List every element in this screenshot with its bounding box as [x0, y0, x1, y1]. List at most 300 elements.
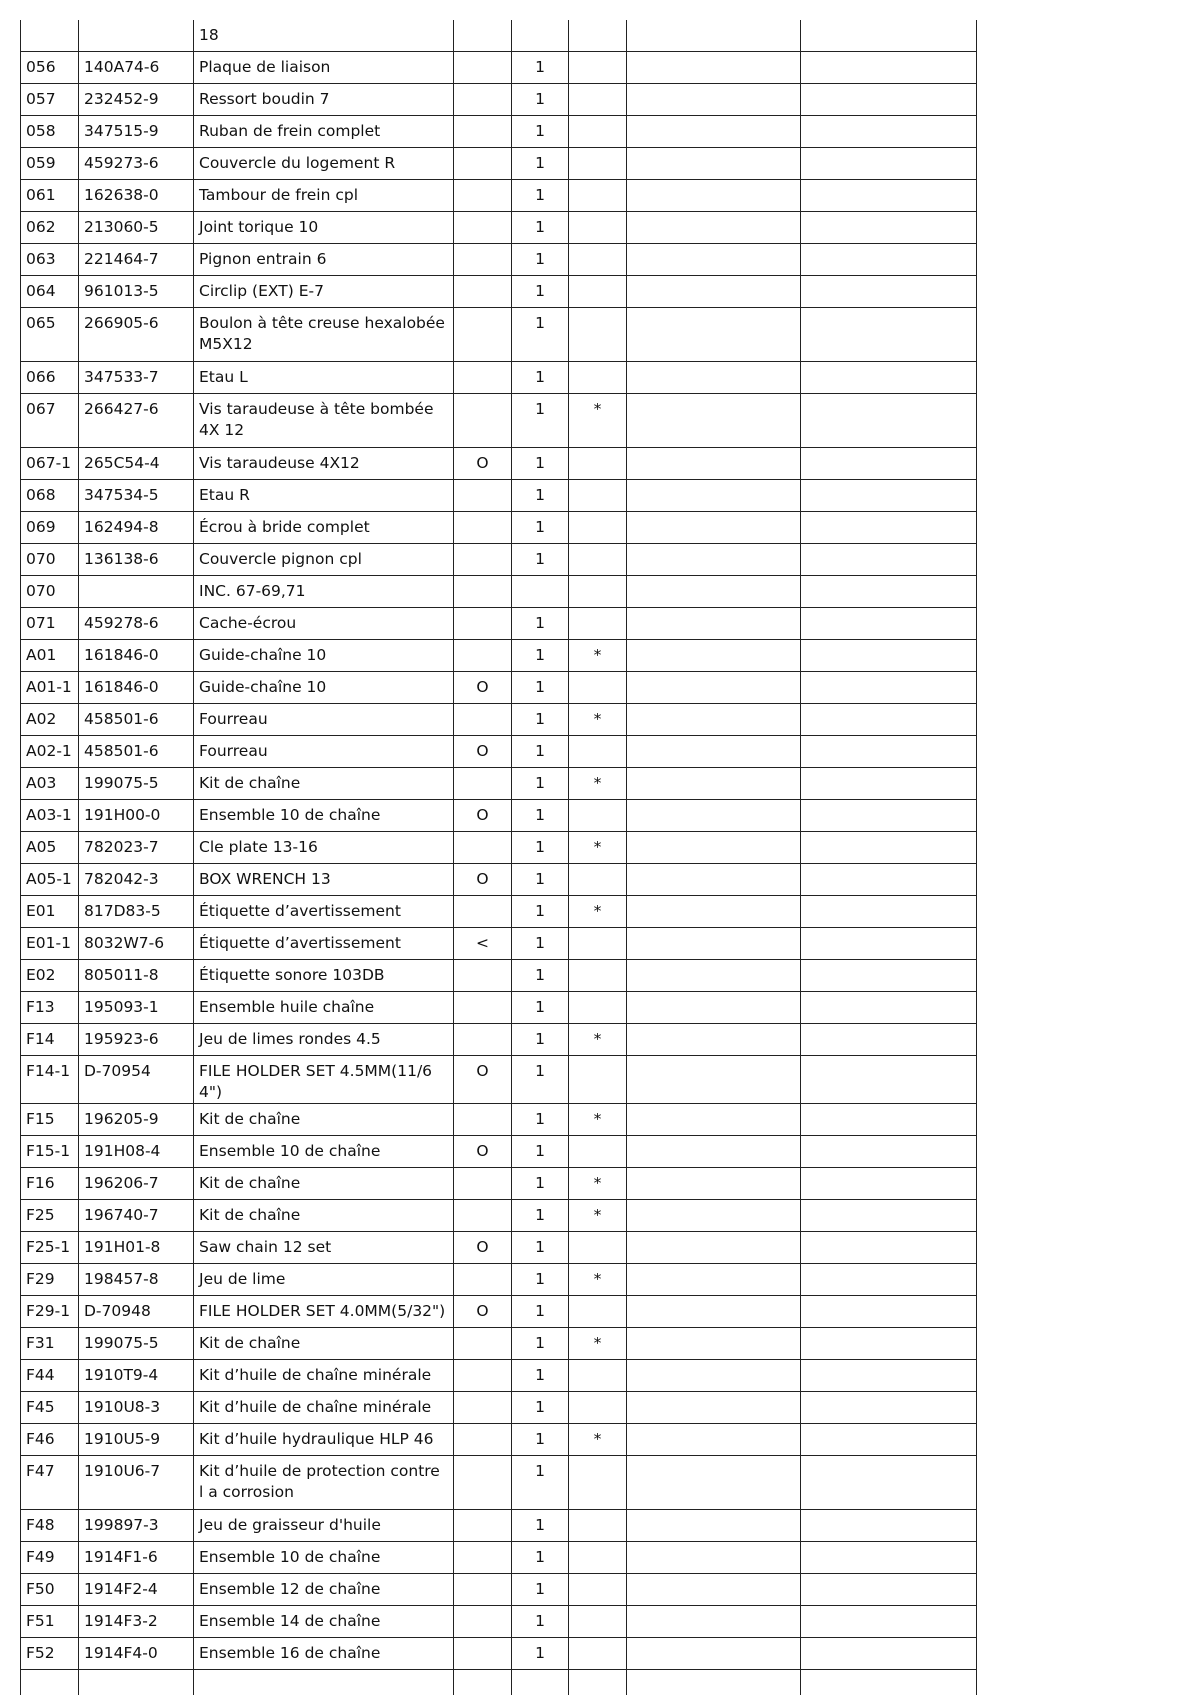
option-cell [454, 768, 512, 800]
part-number-cell: 347533-7 [79, 362, 194, 394]
item-number-cell: F15-1 [21, 1136, 79, 1168]
option-cell [454, 308, 512, 362]
description-cell: Étiquette d’avertissement [194, 928, 454, 960]
option-cell [454, 394, 512, 448]
table-row [21, 1056, 977, 1104]
quantity-cell: 1 [512, 1638, 569, 1670]
table-row [21, 1024, 977, 1056]
table-row [21, 928, 977, 960]
part-number-cell: 161846-0 [79, 672, 194, 704]
remarks-cell [627, 768, 801, 800]
description-cell: FILE HOLDER SET 4.0MM(5/32") [194, 1296, 454, 1328]
option-cell [454, 1542, 512, 1574]
note-mark-cell [569, 1136, 627, 1168]
description-cell: Etau L [194, 362, 454, 394]
description-cell: Kit d’huile de chaîne minérale [194, 1392, 454, 1424]
quantity-cell: 1 [512, 1424, 569, 1456]
remarks-cell [627, 148, 801, 180]
description-cell: Kit de chaîne [194, 1104, 454, 1136]
part-number-cell: 1914F1-6 [79, 1542, 194, 1574]
option-cell [454, 148, 512, 180]
option-cell [454, 704, 512, 736]
remarks-extra-cell [801, 1104, 977, 1136]
part-number-cell: 199075-5 [79, 768, 194, 800]
part-number-cell: 161846-0 [79, 640, 194, 672]
part-number-cell: 961013-5 [79, 276, 194, 308]
item-number-cell: 071 [21, 608, 79, 640]
quantity-cell: 1 [512, 1392, 569, 1424]
quantity-cell: 1 [512, 736, 569, 768]
remarks-extra-cell [801, 362, 977, 394]
remarks-cell [627, 576, 801, 608]
quantity-cell: 1 [512, 1360, 569, 1392]
remarks-extra-cell [801, 512, 977, 544]
remarks-cell [627, 448, 801, 480]
quantity-cell: 1 [512, 394, 569, 448]
option-cell [454, 1360, 512, 1392]
part-number-cell [79, 20, 194, 52]
item-number-cell: A02 [21, 704, 79, 736]
description-cell [194, 1670, 454, 1695]
description-cell: Étiquette d’avertissement [194, 896, 454, 928]
quantity-cell: 1 [512, 672, 569, 704]
note-mark-cell: * [569, 1328, 627, 1360]
option-cell [454, 180, 512, 212]
table-row [21, 1232, 977, 1264]
quantity-cell: 1 [512, 1264, 569, 1296]
remarks-cell [627, 1670, 801, 1695]
quantity-cell: 1 [512, 640, 569, 672]
remarks-extra-cell [801, 800, 977, 832]
remarks-cell [627, 1542, 801, 1574]
remarks-cell [627, 480, 801, 512]
note-mark-cell [569, 84, 627, 116]
part-number-cell: 1910U6-7 [79, 1456, 194, 1510]
item-number-cell: 070 [21, 544, 79, 576]
table-row [21, 1542, 977, 1574]
remarks-cell [627, 362, 801, 394]
description-cell: Boulon à tête creuse hexalobée M5X12 [194, 308, 454, 362]
table-row [21, 84, 977, 116]
table-row [21, 608, 977, 640]
remarks-extra-cell [801, 1574, 977, 1606]
part-number-cell: 347534-5 [79, 480, 194, 512]
description-cell: Écrou à bride complet [194, 512, 454, 544]
remarks-extra-cell [801, 84, 977, 116]
remarks-cell [627, 800, 801, 832]
description-cell: Plaque de liaison [194, 52, 454, 84]
remarks-cell [627, 832, 801, 864]
note-mark-cell: * [569, 896, 627, 928]
remarks-extra-cell [801, 394, 977, 448]
remarks-extra-cell [801, 1200, 977, 1232]
description-cell: FILE HOLDER SET 4.5MM(11/64") [194, 1056, 454, 1104]
part-number-cell: 458501-6 [79, 736, 194, 768]
item-number-cell: A05-1 [21, 864, 79, 896]
part-number-cell: 162638-0 [79, 180, 194, 212]
note-mark-cell: * [569, 768, 627, 800]
part-number-cell: 191H00-0 [79, 800, 194, 832]
item-number-cell: 067-1 [21, 448, 79, 480]
quantity-cell: 1 [512, 244, 569, 276]
description-cell: Kit d’huile de chaîne minérale [194, 1360, 454, 1392]
parts-list-table [20, 20, 977, 1695]
option-cell: O [454, 800, 512, 832]
item-number-cell: 061 [21, 180, 79, 212]
remarks-extra-cell [801, 180, 977, 212]
note-mark-cell [569, 960, 627, 992]
part-number-cell: 458501-6 [79, 704, 194, 736]
table-row [21, 1456, 977, 1510]
item-number-cell: F50 [21, 1574, 79, 1606]
table-row [21, 1670, 977, 1695]
item-number-cell: F45 [21, 1392, 79, 1424]
remarks-cell [627, 640, 801, 672]
remarks-cell [627, 1264, 801, 1296]
table-row [21, 362, 977, 394]
option-cell [454, 1200, 512, 1232]
quantity-cell: 1 [512, 1542, 569, 1574]
table-row [21, 1360, 977, 1392]
quantity-cell: 1 [512, 480, 569, 512]
item-number-cell: 062 [21, 212, 79, 244]
remarks-cell [627, 394, 801, 448]
option-cell [454, 1392, 512, 1424]
remarks-extra-cell [801, 244, 977, 276]
table-row [21, 116, 977, 148]
item-number-cell: 064 [21, 276, 79, 308]
item-number-cell: F14 [21, 1024, 79, 1056]
remarks-extra-cell [801, 1606, 977, 1638]
remarks-extra-cell [801, 992, 977, 1024]
remarks-cell [627, 1296, 801, 1328]
remarks-extra-cell [801, 1638, 977, 1670]
item-number-cell: A03 [21, 768, 79, 800]
table-row [21, 672, 977, 704]
part-number-cell: 265C54-4 [79, 448, 194, 480]
table-row [21, 1136, 977, 1168]
remarks-cell [627, 1136, 801, 1168]
part-number-cell: 199897-3 [79, 1510, 194, 1542]
quantity-cell: 1 [512, 896, 569, 928]
part-number-cell: 199075-5 [79, 1328, 194, 1360]
description-cell: 18 [194, 20, 454, 52]
note-mark-cell [569, 1638, 627, 1670]
table-row [21, 52, 977, 84]
part-number-cell: 1914F2-4 [79, 1574, 194, 1606]
option-cell [454, 1510, 512, 1542]
remarks-extra-cell [801, 1510, 977, 1542]
quantity-cell: 1 [512, 1510, 569, 1542]
item-number-cell: F46 [21, 1424, 79, 1456]
remarks-extra-cell [801, 544, 977, 576]
quantity-cell: 1 [512, 180, 569, 212]
remarks-extra-cell [801, 116, 977, 148]
note-mark-cell [569, 1606, 627, 1638]
description-cell: Ensemble 16 de chaîne [194, 1638, 454, 1670]
option-cell [454, 212, 512, 244]
description-cell: Guide-chaîne 10 [194, 672, 454, 704]
part-number-cell: D-70954 [79, 1056, 194, 1104]
note-mark-cell [569, 1232, 627, 1264]
remarks-cell [627, 1104, 801, 1136]
description-cell: Kit d’huile hydraulique HLP 46 [194, 1424, 454, 1456]
quantity-cell: 1 [512, 148, 569, 180]
quantity-cell: 1 [512, 116, 569, 148]
remarks-cell [627, 704, 801, 736]
option-cell: O [454, 1232, 512, 1264]
item-number-cell: F47 [21, 1456, 79, 1510]
remarks-cell [627, 1024, 801, 1056]
part-number-cell: 196740-7 [79, 1200, 194, 1232]
part-number-cell: 1914F4-0 [79, 1638, 194, 1670]
remarks-extra-cell [801, 20, 977, 52]
quantity-cell: 1 [512, 1168, 569, 1200]
description-cell: Pignon entrain 6 [194, 244, 454, 276]
table-row [21, 1104, 977, 1136]
parts-list-body [21, 20, 977, 1695]
note-mark-cell [569, 1456, 627, 1510]
option-cell [454, 276, 512, 308]
remarks-extra-cell [801, 148, 977, 180]
part-number-cell: 1910T9-4 [79, 1360, 194, 1392]
remarks-extra-cell [801, 480, 977, 512]
remarks-extra-cell [801, 1424, 977, 1456]
table-row [21, 1168, 977, 1200]
quantity-cell: 1 [512, 362, 569, 394]
note-mark-cell [569, 1296, 627, 1328]
description-cell: BOX WRENCH 13 [194, 864, 454, 896]
remarks-cell [627, 52, 801, 84]
note-mark-cell [569, 480, 627, 512]
table-row [21, 832, 977, 864]
quantity-cell: 1 [512, 84, 569, 116]
description-cell: Fourreau [194, 736, 454, 768]
item-number-cell: 059 [21, 148, 79, 180]
option-cell [454, 960, 512, 992]
table-row [21, 1606, 977, 1638]
remarks-extra-cell [801, 832, 977, 864]
item-number-cell: A02-1 [21, 736, 79, 768]
table-row [21, 1424, 977, 1456]
table-row [21, 736, 977, 768]
note-mark-cell [569, 212, 627, 244]
description-cell: INC. 67-69,71 [194, 576, 454, 608]
note-mark-cell [569, 864, 627, 896]
item-number-cell: F25 [21, 1200, 79, 1232]
remarks-cell [627, 736, 801, 768]
remarks-extra-cell [801, 928, 977, 960]
option-cell [454, 362, 512, 394]
quantity-cell: 1 [512, 1574, 569, 1606]
quantity-cell: 1 [512, 52, 569, 84]
note-mark-cell [569, 1056, 627, 1104]
part-number-cell: 191H08-4 [79, 1136, 194, 1168]
part-number-cell: 195093-1 [79, 992, 194, 1024]
quantity-cell: 1 [512, 1024, 569, 1056]
option-cell [454, 84, 512, 116]
note-mark-cell [569, 576, 627, 608]
note-mark-cell: * [569, 1024, 627, 1056]
description-cell: Kit de chaîne [194, 768, 454, 800]
part-number-cell: 136138-6 [79, 544, 194, 576]
table-row [21, 576, 977, 608]
option-cell: O [454, 736, 512, 768]
option-cell [454, 244, 512, 276]
note-mark-cell [569, 544, 627, 576]
part-number-cell [79, 576, 194, 608]
option-cell [454, 20, 512, 52]
quantity-cell: 1 [512, 992, 569, 1024]
item-number-cell: A03-1 [21, 800, 79, 832]
note-mark-cell [569, 52, 627, 84]
description-cell: Vis taraudeuse 4X12 [194, 448, 454, 480]
option-cell: O [454, 1056, 512, 1104]
option-cell [454, 512, 512, 544]
item-number-cell: F16 [21, 1168, 79, 1200]
remarks-extra-cell [801, 1232, 977, 1264]
option-cell [454, 608, 512, 640]
item-number-cell: F52 [21, 1638, 79, 1670]
remarks-cell [627, 864, 801, 896]
remarks-cell [627, 20, 801, 52]
note-mark-cell: * [569, 1104, 627, 1136]
description-cell: Guide-chaîne 10 [194, 640, 454, 672]
item-number-cell: F44 [21, 1360, 79, 1392]
table-row [21, 1510, 977, 1542]
note-mark-cell [569, 362, 627, 394]
note-mark-cell [569, 512, 627, 544]
table-row [21, 960, 977, 992]
remarks-extra-cell [801, 896, 977, 928]
description-cell: Ensemble 10 de chaîne [194, 1136, 454, 1168]
item-number-cell: 069 [21, 512, 79, 544]
remarks-extra-cell [801, 640, 977, 672]
note-mark-cell [569, 180, 627, 212]
quantity-cell: 1 [512, 544, 569, 576]
option-cell [454, 1606, 512, 1638]
table-row [21, 992, 977, 1024]
table-row [21, 394, 977, 448]
item-number-cell: A01 [21, 640, 79, 672]
option-cell [454, 896, 512, 928]
part-number-cell: D-70948 [79, 1296, 194, 1328]
item-number-cell: F31 [21, 1328, 79, 1360]
remarks-cell [627, 116, 801, 148]
item-number-cell: F13 [21, 992, 79, 1024]
quantity-cell: 1 [512, 512, 569, 544]
remarks-cell [627, 512, 801, 544]
description-cell: Jeu de lime [194, 1264, 454, 1296]
table-row [21, 800, 977, 832]
item-number-cell: 068 [21, 480, 79, 512]
table-row [21, 544, 977, 576]
part-number-cell: 459273-6 [79, 148, 194, 180]
note-mark-cell [569, 308, 627, 362]
remarks-extra-cell [801, 1136, 977, 1168]
option-cell [454, 1264, 512, 1296]
description-cell: Ressort boudin 7 [194, 84, 454, 116]
option-cell [454, 992, 512, 1024]
description-cell: Ensemble 14 de chaîne [194, 1606, 454, 1638]
item-number-cell: F25-1 [21, 1232, 79, 1264]
table-row [21, 1638, 977, 1670]
option-cell [454, 544, 512, 576]
table-row [21, 1574, 977, 1606]
remarks-extra-cell [801, 1670, 977, 1695]
quantity-cell [512, 576, 569, 608]
quantity-cell [512, 1670, 569, 1695]
description-cell: Tambour de frein cpl [194, 180, 454, 212]
note-mark-cell [569, 928, 627, 960]
quantity-cell: 1 [512, 1056, 569, 1104]
part-number-cell: 8032W7-6 [79, 928, 194, 960]
quantity-cell: 1 [512, 1232, 569, 1264]
option-cell [454, 480, 512, 512]
description-cell: Jeu de limes rondes 4.5 [194, 1024, 454, 1056]
remarks-cell [627, 212, 801, 244]
note-mark-cell [569, 672, 627, 704]
item-number-cell: 067 [21, 394, 79, 448]
table-row [21, 180, 977, 212]
description-cell: Saw chain 12 set [194, 1232, 454, 1264]
part-number-cell [79, 1670, 194, 1695]
table-row [21, 20, 977, 52]
item-number-cell: 065 [21, 308, 79, 362]
part-number-cell: 266427-6 [79, 394, 194, 448]
quantity-cell: 1 [512, 1328, 569, 1360]
remarks-extra-cell [801, 608, 977, 640]
option-cell: O [454, 672, 512, 704]
quantity-cell: 1 [512, 832, 569, 864]
remarks-cell [627, 1056, 801, 1104]
remarks-extra-cell [801, 1328, 977, 1360]
note-mark-cell: * [569, 1168, 627, 1200]
remarks-cell [627, 308, 801, 362]
note-mark-cell [569, 276, 627, 308]
remarks-extra-cell [801, 1296, 977, 1328]
item-number-cell: E02 [21, 960, 79, 992]
remarks-extra-cell [801, 276, 977, 308]
item-number-cell: F29-1 [21, 1296, 79, 1328]
remarks-extra-cell [801, 308, 977, 362]
remarks-cell [627, 1392, 801, 1424]
remarks-cell [627, 992, 801, 1024]
part-number-cell: 817D83-5 [79, 896, 194, 928]
remarks-extra-cell [801, 768, 977, 800]
item-number-cell: F48 [21, 1510, 79, 1542]
remarks-extra-cell [801, 448, 977, 480]
remarks-extra-cell [801, 576, 977, 608]
part-number-cell: 782042-3 [79, 864, 194, 896]
option-cell [454, 1456, 512, 1510]
remarks-cell [627, 672, 801, 704]
table-row [21, 896, 977, 928]
option-cell [454, 1024, 512, 1056]
remarks-extra-cell [801, 704, 977, 736]
remarks-cell [627, 1328, 801, 1360]
note-mark-cell [569, 1510, 627, 1542]
note-mark-cell: * [569, 1264, 627, 1296]
quantity-cell: 1 [512, 704, 569, 736]
remarks-extra-cell [801, 864, 977, 896]
option-cell: O [454, 1296, 512, 1328]
remarks-extra-cell [801, 52, 977, 84]
remarks-cell [627, 84, 801, 116]
item-number-cell: E01-1 [21, 928, 79, 960]
part-number-cell: 1914F3-2 [79, 1606, 194, 1638]
part-number-cell: 191H01-8 [79, 1232, 194, 1264]
